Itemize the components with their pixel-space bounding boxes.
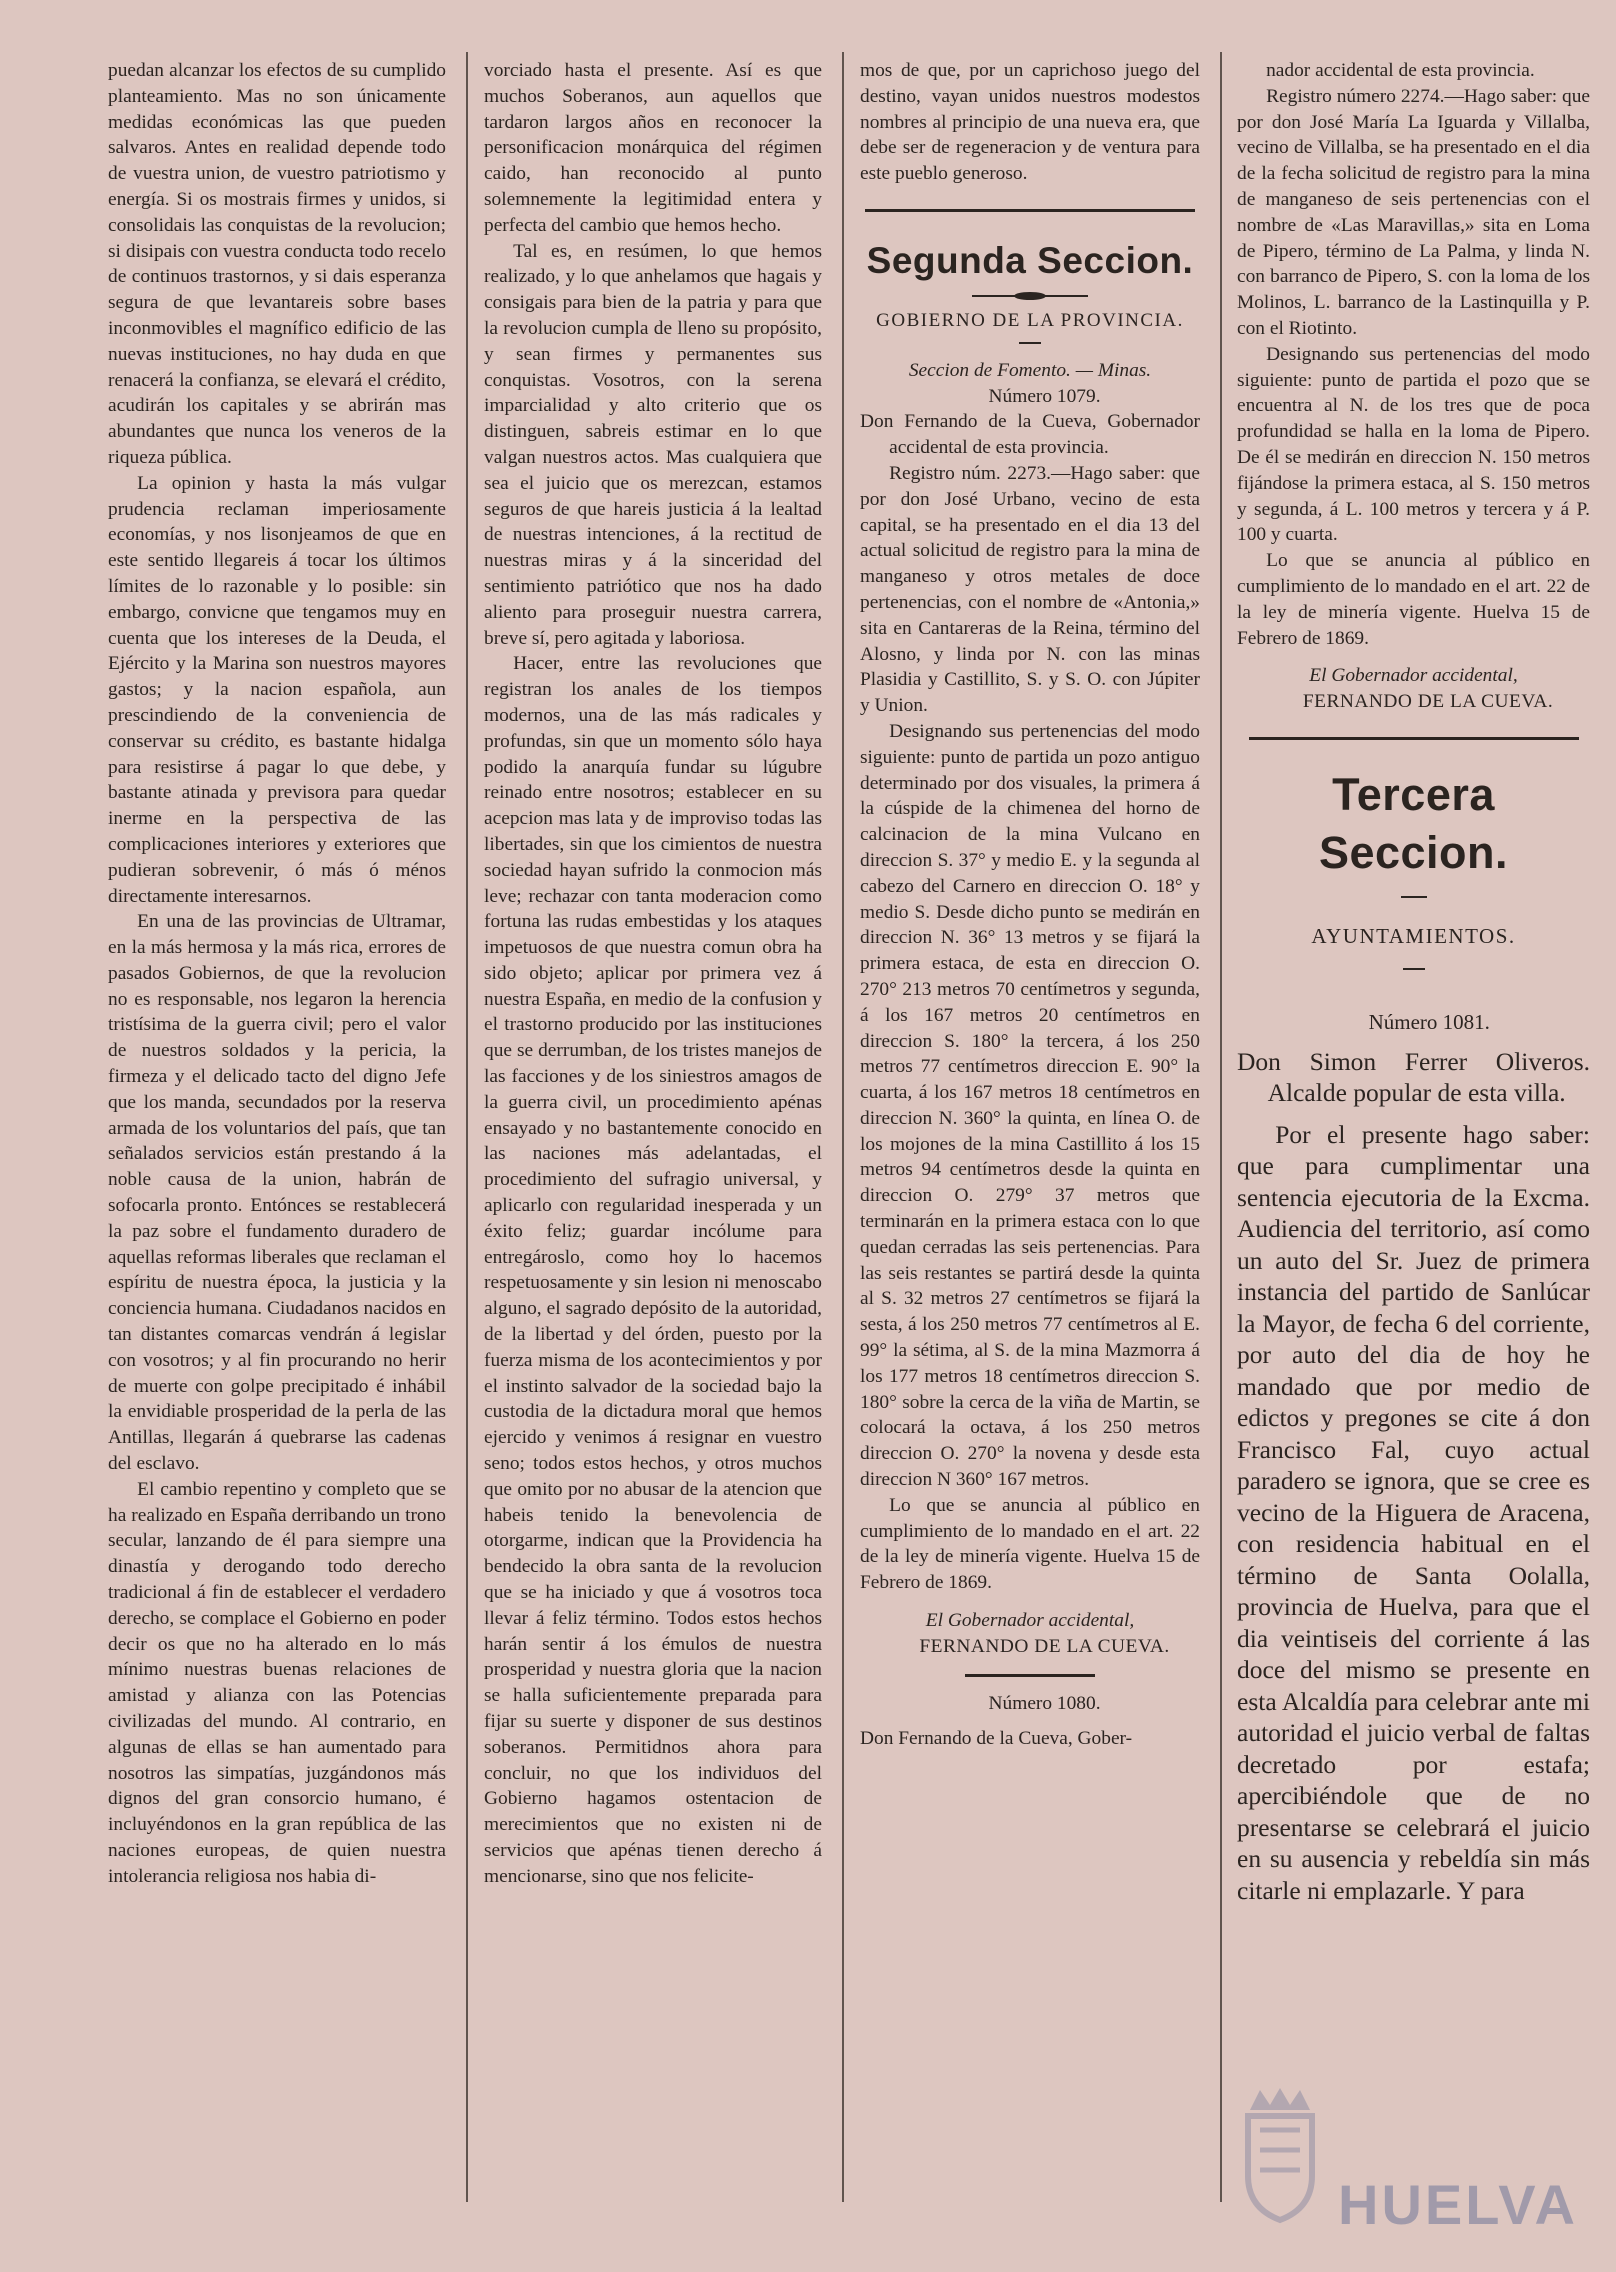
divider	[965, 1674, 1095, 1677]
divider	[1401, 896, 1427, 898]
notice-issuer: Don Fernando de la Cueva, Gober-	[860, 1728, 1133, 1750]
subsection-title: GOBIERNO DE LA PROVINCIA.	[876, 309, 1184, 331]
section-divider	[865, 209, 1195, 212]
paragraph: Lo que se anuncia al público en cumplimiento de lo mandado en el art. 22 de la ley de minería vigente. Huelva 15 de Febrero de 1869.	[860, 1494, 1200, 1594]
section-title: Segunda Seccion.	[866, 239, 1194, 281]
column-divider	[466, 52, 468, 2202]
column-1	[108, 58, 446, 2248]
divider	[1019, 342, 1041, 344]
paragraph: Designando sus pertenencias del modo siguiente: punto de partida un pozo antiguo determinado por dos visuales, la primera á la cúspide de la chimenea del horno de calcinacion de la mina Vulcano en direccion S. 37° y medio E. y la segunda al cabezo del Carnero en direccion O. 18° y medio S. Desde dicho punto se medirán en direccion N. 36° 13 metros y se fijará la primera estaca, de esta en direccion O. 270° 213 metros 70 centímetros y segunda, á los 167 metros 20 centímetros en direccion S. 180° la tercera, á los 250 metros 77 centímetros direccion E. 90° la cuarta, á los 167 metros 18 centímetros en direccion N. 360° la quinta, en línea O. de los mojones de la mina Castillito á los 15 metros 94 centímetros desde la quinta en direccion O. 279° 37 metros que terminarán en la primera estaca con lo que quedan cerradas las seis pertenencias. Para las seis restantes se partirá desde la quinta al S. 32 metros 27 centímetros se fijará la sesta, á los 250 metros 77 centímetros al E. 99° la sétima, al S. de la mina Mazmorra á los 177 metros 18 centímetros direccion S. 180° sobre la cerca de la viña de Martin, se colocará la octava, á los 250 metros direccion O. 270° la novena y desde esta direccion N 360° 167 metros.	[860, 720, 1200, 1491]
paragraph: nador accidental de esta provincia.	[1266, 60, 1535, 81]
ornament-rule-icon	[970, 290, 1090, 302]
section-title: Tercera Seccion.	[1318, 768, 1509, 878]
paragraph: Tal es, en resúmen, lo que hemos realizado, y lo que anhelamos que hagais y consigais para bien de la patria y para que la revolucion cumpla de lleno su propósito, y sean firmes y permanentes sus conquistas. Vosotros, con la serena imparcialidad y alto criterio que os distinguen, sabreis estimar en lo que valgan nuestros actos. Mas cualquiera que sea el juicio que os merezcan, estamos seguros de que hareis justicia á la lealtad de nuestras intenciones, á la rectitud de nuestras miras y á la sinceridad del sentimiento patriótico que nos ha dado aliento para proseguir nuestra carrera, breve sí, pero agitada y laboriosa.	[484, 240, 822, 649]
paragraph: Designando sus pertenencias del modo siguiente: punto de partida el pozo que se encuentra al N. de los tres que de poca profundidad se halla en la loma de Pipero. De él se medirán en direccion N. 150 metros fijándose la primera estaca, al S. 150 metros y segunda, á L. 100 metros y tercera y á P. 100 y cuarta.	[1237, 343, 1590, 546]
column-4	[1237, 58, 1590, 2248]
signature-role: El Gobernador accidental,	[925, 1610, 1135, 1632]
section-divider	[1249, 737, 1579, 740]
paragraph: Registro número 2274.—Hago saber: que por don José María La Iguarda y Villalba, vecino de Villalba, se ha presentado en el dia de la fecha solicitud de registro para la mina de manganeso de seis pertenencias con el nombre de «Las Maravillas,» sita en Loma de Pipero, término de La Palma, y linda N. con barranco de Pipero, S. con la loma de los Molinos, L. barranco de la Lastinquilla y P. con el Riotinto.	[1237, 85, 1590, 339]
divider	[1403, 968, 1425, 970]
branch-heading: Seccion de Fomento. — Minas.	[908, 359, 1152, 381]
signature-name: FERNANDO DE LA CUEVA.	[1302, 691, 1554, 713]
paragraph: El cambio repentino y completo que se ha realizado en España derribando un trono secular, lanzando de él para siempre una dinastía y derogando todo derecho tradicional á fin de establecer el verdadero derecho, se complace el Gobierno en poder decir os que no ha alterado en lo más mínimo nuestras buenas relaciones de amistad y alianza con las Potencias civilizadas del mundo. Al contrario, en algunas de ellas se han aumentado para nosotros las simpatías, juzgándonos más dignos del gran consorcio humano, é incluyéndonos en la gran república de las naciones europeas, de quien nuestra intolerancia religiosa nos habia di-	[108, 1478, 446, 1887]
paragraph: Por el presente hago saber: que para cumplimentar una sentencia ejecutoria de la Excma. Audiencia del territorio, así como un auto del Sr. Juez de primera instancia del partido de Sanlúcar la Mayor, de fecha 6 del corriente, por auto del dia de hoy he mandado que por medio de edictos y pregones se cite á don Francisco Fal, cuyo actual paradero se ignora, que se cree es vecino de la Higuera de Aracena, con residencia habitual en el término de Santa Oolalla, provincia de Huelva, para que el dia veintiseis del corriente á las doce del mismo se presente en esta Alcaldía para celebrar ante mi autoridad el juicio verbal de faltas decretado por estafa; apercibiéndole que de no presentarse se celebrará el juicio en su ausencia y rebeldía sin más citarle ni emplazarle. Y para	[1237, 1119, 1590, 1905]
paragraph: En una de las provincias de Ultramar, en la más hermosa y la más rica, errores de pasados Gobiernos, de que la revolucion no es responsable, nos legaron la herencia tristísima de la guerra civil; pero el valor de nuestros soldados y la pericia, la firmeza y el delicado tacto del digno Jefe que los manda, secundados por la reserva armada de los voluntarios del país, que tan señalados servicios están prestando á la noble causa de la union, habrán de sofocarla pronto. Entónces se restablecerá la paz sobre el fundamento duradero de aquellas reformas liberales que reclaman el espíritu de nuestra época, la justicia y la conciencia humana. Ciudadanos nacidos en tan distantes comarcas vendrán á legislar con vosotros; y al fin procurando no herir de muerte con golpe precipitado é inhábil la envidiable prosperidad de la perla de las Antillas, llegarán á quebrarse las cadenas del esclavo.	[108, 911, 446, 1475]
paragraph: Registro núm. 2273.—Hago saber: que por don José Urbano, vecino de esta capital, se ha presentado en el dia 13 del actual solicitud de registro para la mina de manganeso y otros metales de doce pertenencias, con el nombre de «Antonia,» sita en Cantareras de la Reina, término del Alosno, y linda por N. con las minas Plasidia y Castillito, S. y S. O. con Júpiter y Union.	[860, 462, 1200, 717]
paragraph: vorciado hasta el presente. Así es que muchos Soberanos, aun aquellos que tardaron largos años en reconocer la personificacion monárquica del régimen caido, han reconocido al punto solemnemente la legitimidad entera y perfecta del cambio que hemos hecho.	[484, 60, 822, 236]
notice-number: Número 1079.	[988, 385, 1101, 407]
signature-name: FERNANDO DE LA CUEVA.	[919, 1635, 1170, 1657]
notice-issuer: Don Simon Ferrer Oliveros. Alcalde popular de esta villa.	[1237, 1046, 1590, 1108]
column-divider	[1220, 52, 1222, 2202]
paragraph: Lo que se anuncia al público en cumplimiento de lo mandado en el art. 22 de la ley de minería vigente. Huelva 15 de Febrero de 1869.	[1237, 550, 1590, 649]
subsection-title: AYUNTAMIENTOS.	[1311, 923, 1516, 948]
column-2	[484, 58, 822, 2248]
archive-watermark: HUELVA	[1338, 2173, 1578, 2236]
paragraph: mos de que, por un caprichoso juego del destino, vayan unidos nuestros modestos nombres al principio de una nueva era, que debe ser de regeneracion y de ventura para este pueblo generoso.	[860, 60, 1200, 185]
notice-number: Número 1081.	[1368, 1009, 1490, 1034]
notice-number: Número 1080.	[988, 1692, 1101, 1714]
paragraph: puedan alcanzar los efectos de su cumplido planteamiento. Mas no son únicamente medidas económicas las que pueden salvaros. Antes en realidad depende todo de vuestra union, de vuestro patriotismo y energía. Si os mostrais firmes y unidos, si consolidais las conquistas de la revolucion; si disipais con vuestra conducta todo recelo de continuos trastornos, y si dais esperanza segura de que levantareis sobre bases inconmovibles el magnífico edificio de las nuevas instituciones, no hay duda en que renacerá la confianza, se elevará el crédito, acudirán los capitales y se abrirán mas abundantes que nunca los veneros de la riqueza pública.	[108, 60, 446, 468]
paragraph: Hacer, entre las revoluciones que registran los anales de los tiempos modernos, una de las más radicales y profundas, sin que un momento sólo haya podido la anarquía fundar su lúgubre reinado entre nosotros; establecer en su acepcion mas lata y de improviso todas las libertades, sin que los cimientos de nuestra sociedad hayan sufrido la conmocion más leve; rechazar con tanta moderacion como fortuna las rudas embestidas y los ataques impetuosos de que nuestra comun obra ha sido objeto; aplicar por primera vez á nuestra España, en medio de la confusion y el trastorno producido por las instituciones que se derrumban, de los tristes manejos de las facciones y de los siniestros amagos de la guerra civil, un procedimiento apénas ensayado y no bastantemente conocido en las naciones más adelantadas, el procedimiento del sufragio universal, y aplicarlo con regularidad inesperada y un éxito feliz; guardar incólume para entregároslo, como hoy lo hacemos respetuosamente y sin lesion ni menoscabo alguno, el sagrado depósito de la autoridad, de la libertad y del órden, puesto por la fuerza misma de los acontecimientos y por el instinto salvador de la sociedad bajo la custodia de la dictadura moral que hemos ejercido y venimos á resignar en vuestro seno; todos estos hechos, y otros muchos que omito por no abusar de la atencion que habeis tenido la benevolencia de otorgarme, indican que la Providencia ha bendecido la obra santa de la revolucion que se ha iniciado y que á vosotros toca llevar á feliz término. Todos estos hechos harán sentir á los émulos de nuestra prosperidad y nuestra gloria que la nacion se halla suficientemente preparada para fijar su suerte y disponer de sus destinos soberanos. Permitidnos ahora para concluir, no que los individuos del Gobierno hagamos ostentacion de merecimientos que no existen ni de servicios que apénas tienen derecho á mencionarse, sino que nos felicite-	[484, 653, 822, 1887]
notice-issuer: Don Fernando de la Cueva, Gobernador accidental de esta provincia.	[860, 411, 1200, 459]
paragraph: La opinion y hasta la más vulgar prudencia reclaman imperiosamente economías, y nos lisonjeamos de que en este sentido llegareis á tocar los últimos límites de lo razonable y lo posible: sin embargo, convicne que tengamos muy en cuenta que los intereses de la Deuda, el Ejército y la Marina son nuestros mayores gastos; y la nacion española, aun prescindiendo de la conveniencia de conservar su crédito, es bastante hidalga para resistirse á pagar lo que debe, y bastante atinada y previsora para quedar inerme en la perspectiva de las complicaciones interiores y exteriores que pudieran sobrevenir, ó más ó ménos directamente interesarnos.	[108, 472, 446, 907]
column-3	[860, 58, 1200, 2248]
signature-role: El Gobernador accidental,	[1309, 665, 1518, 687]
column-divider	[842, 52, 844, 2202]
